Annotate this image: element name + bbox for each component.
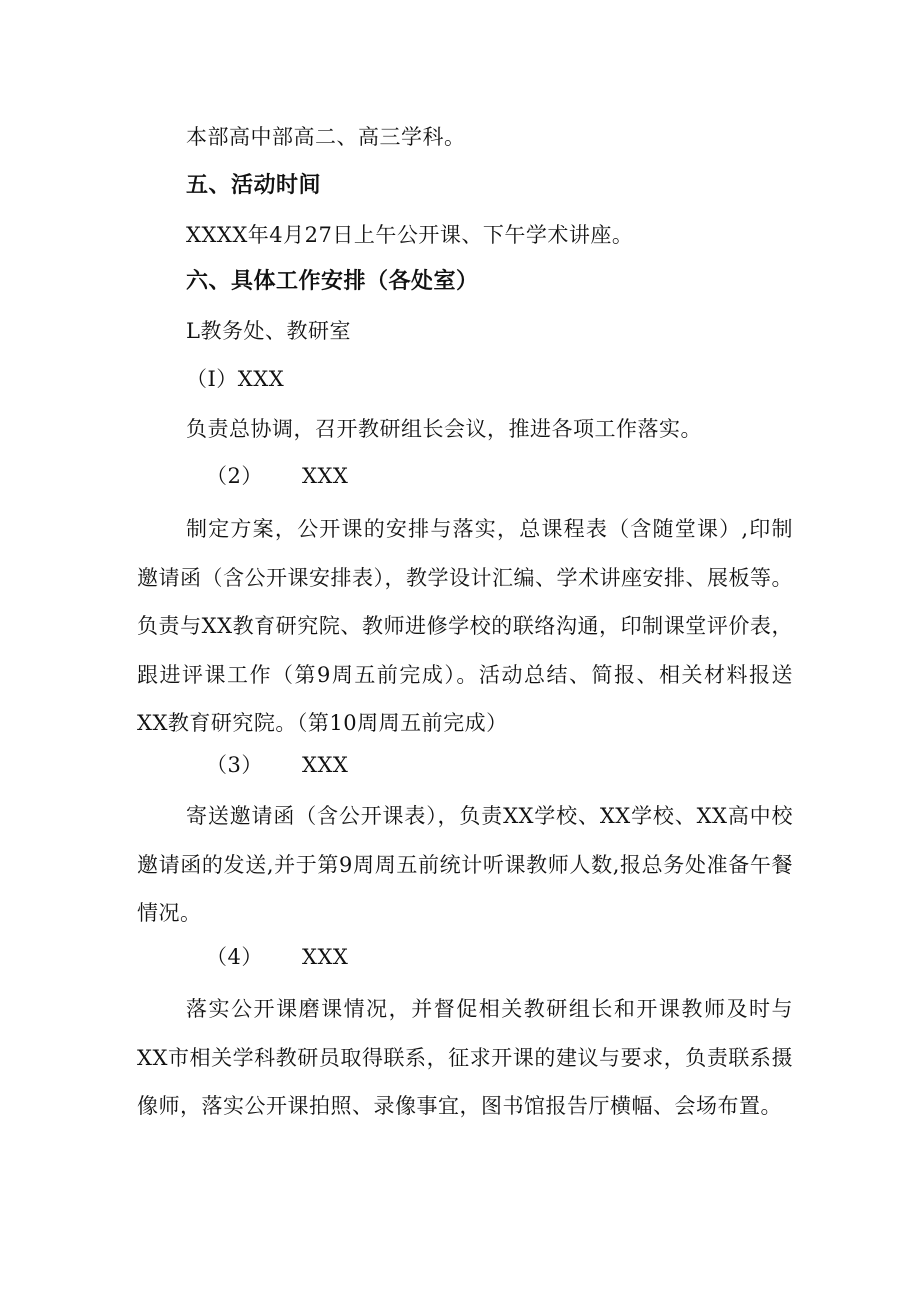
item-1-text: 负责总协调，召开教研组长会议，推进各项工作落实。 bbox=[186, 417, 702, 441]
item-2-paragraph: 制定方案，公开课的安排与落实，总课程表（含随堂课）,印制邀请函（含公开课安排表），教学设计汇编、学术讲座安排、展板等。负责与XX教育研究院、教师进修学校的联络沟通，印制课堂评价表，跟进评课工作（第9周五前完成）。活动总结、简报、相关材料报送XX教育研究院。（第10周周五前完成） bbox=[137, 517, 793, 735]
item-2-heading bbox=[206, 461, 348, 491]
item-4-paragraph: 落实公开课磨课情况，并督促相关教研组长和开课教师及时与XX市相关学科教研员取得联系，征求开课的建议与要求，负责联系摄像师，落实公开课拍照、录像事宜，图书馆报告厅横幅、会场布置。 bbox=[137, 997, 793, 1118]
item-4-heading bbox=[206, 942, 348, 972]
scope-line: 本部高中部高二、高三学科。 bbox=[186, 125, 466, 149]
item-2-number: （2） bbox=[206, 464, 263, 488]
item-3-name: XXX bbox=[302, 753, 349, 777]
item-3-paragraph: 寄送邀请函（含公开课表），负责XX学校、XX学校、XX高中校邀请函的发送,并于第9周周五前统计听课教师人数,报总务处准备午餐情况。 bbox=[137, 804, 793, 925]
item-4-name: XXX bbox=[302, 945, 349, 969]
item-4-number: （4） bbox=[206, 945, 263, 969]
item-1-label: （I）XXX bbox=[186, 367, 285, 391]
department-heading: L教务处、教研室 bbox=[186, 319, 351, 343]
item-2-name: XXX bbox=[302, 464, 349, 488]
activity-time-line: XXXX年4月27日上午公开课、下午学术讲座。 bbox=[186, 223, 634, 247]
section-heading-work-arrangement: 六、具体工作安排（各处室） bbox=[186, 269, 479, 294]
section-heading-activity-time: 五、活动时间 bbox=[186, 173, 322, 198]
item-3-heading bbox=[206, 750, 348, 780]
item-3-number: （3） bbox=[206, 753, 263, 777]
